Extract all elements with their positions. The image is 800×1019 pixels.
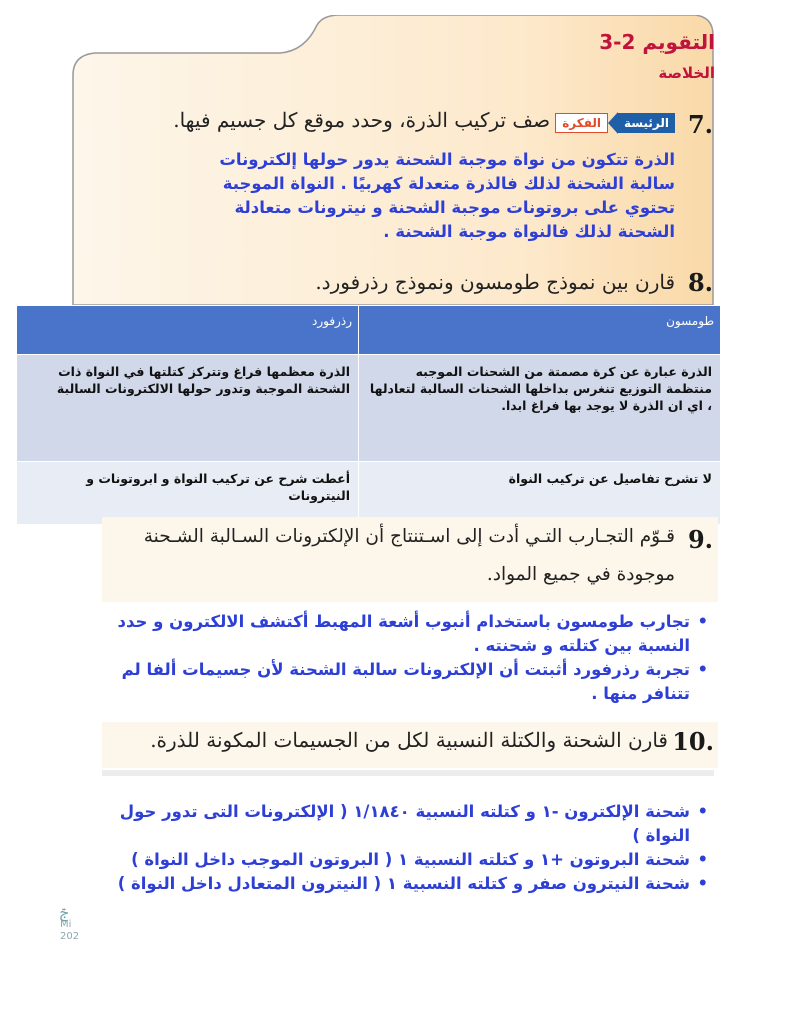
- q8-prompt: قارن بين نموذج طومسون ونموذج رذرفورد.: [315, 270, 675, 294]
- list-item: • شحنة البروتون +١ و كتلته النسبية ١ ( البروتون الموجب داخل النواة ): [72, 848, 712, 872]
- logo-text: Mi: [60, 919, 72, 930]
- comparison-table: [16, 305, 721, 525]
- q10-prompt: قارن الشحنة والكتلة النسبية لكل من الجسيمات المكونة للذرة.: [150, 728, 668, 752]
- table-header-rutherford: رذرفورد: [17, 306, 359, 355]
- table-header-row: [17, 306, 721, 355]
- table-row: [17, 355, 721, 462]
- list-item: • شحنة الإلكترون -١ و كتلته النسبية ١/١٨٤٠ ( الإلكترونات التى تدور حول النواة ): [72, 800, 712, 848]
- main-idea-badge: [555, 112, 675, 134]
- q8-number: 8.: [687, 268, 713, 297]
- table-cell: لا تشرح تفاصيل عن تركيب النواة: [359, 462, 721, 525]
- q9-answers: [112, 610, 712, 706]
- badge-main-label: الرئيسة: [618, 113, 675, 133]
- table-row: [17, 462, 721, 525]
- table-cell: الذرة عبارة عن كرة مصمتة من الشحنات الموجبه منتظمة التوزيع تنغرس بداخلها الشحنات السالبة لتعادلها ، اي ان الذرة لا يوجد بها فراغ ابدا.: [359, 355, 721, 462]
- list-item: • تجارب طومسون باستخدام أنبوب أشعة المهبط أكتشف الالكترون و حدد النسبة بين كتلته و شحنته .: [112, 610, 712, 658]
- list-item: • تجربة رذرفورد أثبتت أن الإلكترونات سالبة الشحنة لأن جسيمات ألفا لم تتنافر منها .: [112, 658, 712, 706]
- q9-prompt-line1: قـوّم التجـارب التـي أدت إلى اسـتنتاج أن الإلكترونات السـالبة الشـحنة: [143, 526, 675, 547]
- table-cell: أعطت شرح عن تركيب النواة و ابروتونات و النيترونات: [17, 462, 359, 525]
- q7-prompt: صف تركيب الذرة، وحدد موقع كل جسيم فيها.: [173, 108, 551, 132]
- publisher-logo: [60, 907, 79, 943]
- logo-year: 202: [60, 931, 80, 942]
- section-subtitle: الخلاصة: [658, 64, 715, 82]
- chevron-left-icon: [608, 112, 618, 134]
- cropped-line-strip: [102, 770, 714, 776]
- q7-number: 7.: [687, 110, 713, 139]
- logo-mark-icon: ࢢ: [60, 905, 69, 921]
- list-item: • شحنة النيترون صفر و كتلته النسبية ١ ( النيترون المتعادل داخل النواة ): [72, 872, 712, 896]
- q7-answer: الذرة تتكون من نواة موجبة الشحنة يدور حولها إلكترونات سالبة الشحنة لذلك فالذرة متعدلة كهربيًا . النواة الموجبة تحتوي على بروتونات موجبة الشحنة و نيترونات متعادلة الشحنة لذلك فالنواة موجبة الشحنة .: [219, 150, 675, 241]
- section-title: التقويم 2-3: [599, 30, 715, 54]
- badge-idea-label: الفكرة: [555, 113, 608, 133]
- q9-prompt-line2: موجودة في جميع المواد.: [486, 564, 675, 585]
- table-cell: الذرة معظمها فراغ وتتركز كتلتها في النواة ذات الشحنة الموجبة وتدور حولها الالكترونات السالبة: [17, 355, 359, 462]
- q10-number: 10.: [672, 727, 714, 756]
- q9-number: 9.: [687, 525, 713, 554]
- q10-answers: [72, 800, 712, 896]
- q7-prompt-line: [173, 108, 675, 134]
- table-header-thomson: طومسون: [359, 306, 721, 355]
